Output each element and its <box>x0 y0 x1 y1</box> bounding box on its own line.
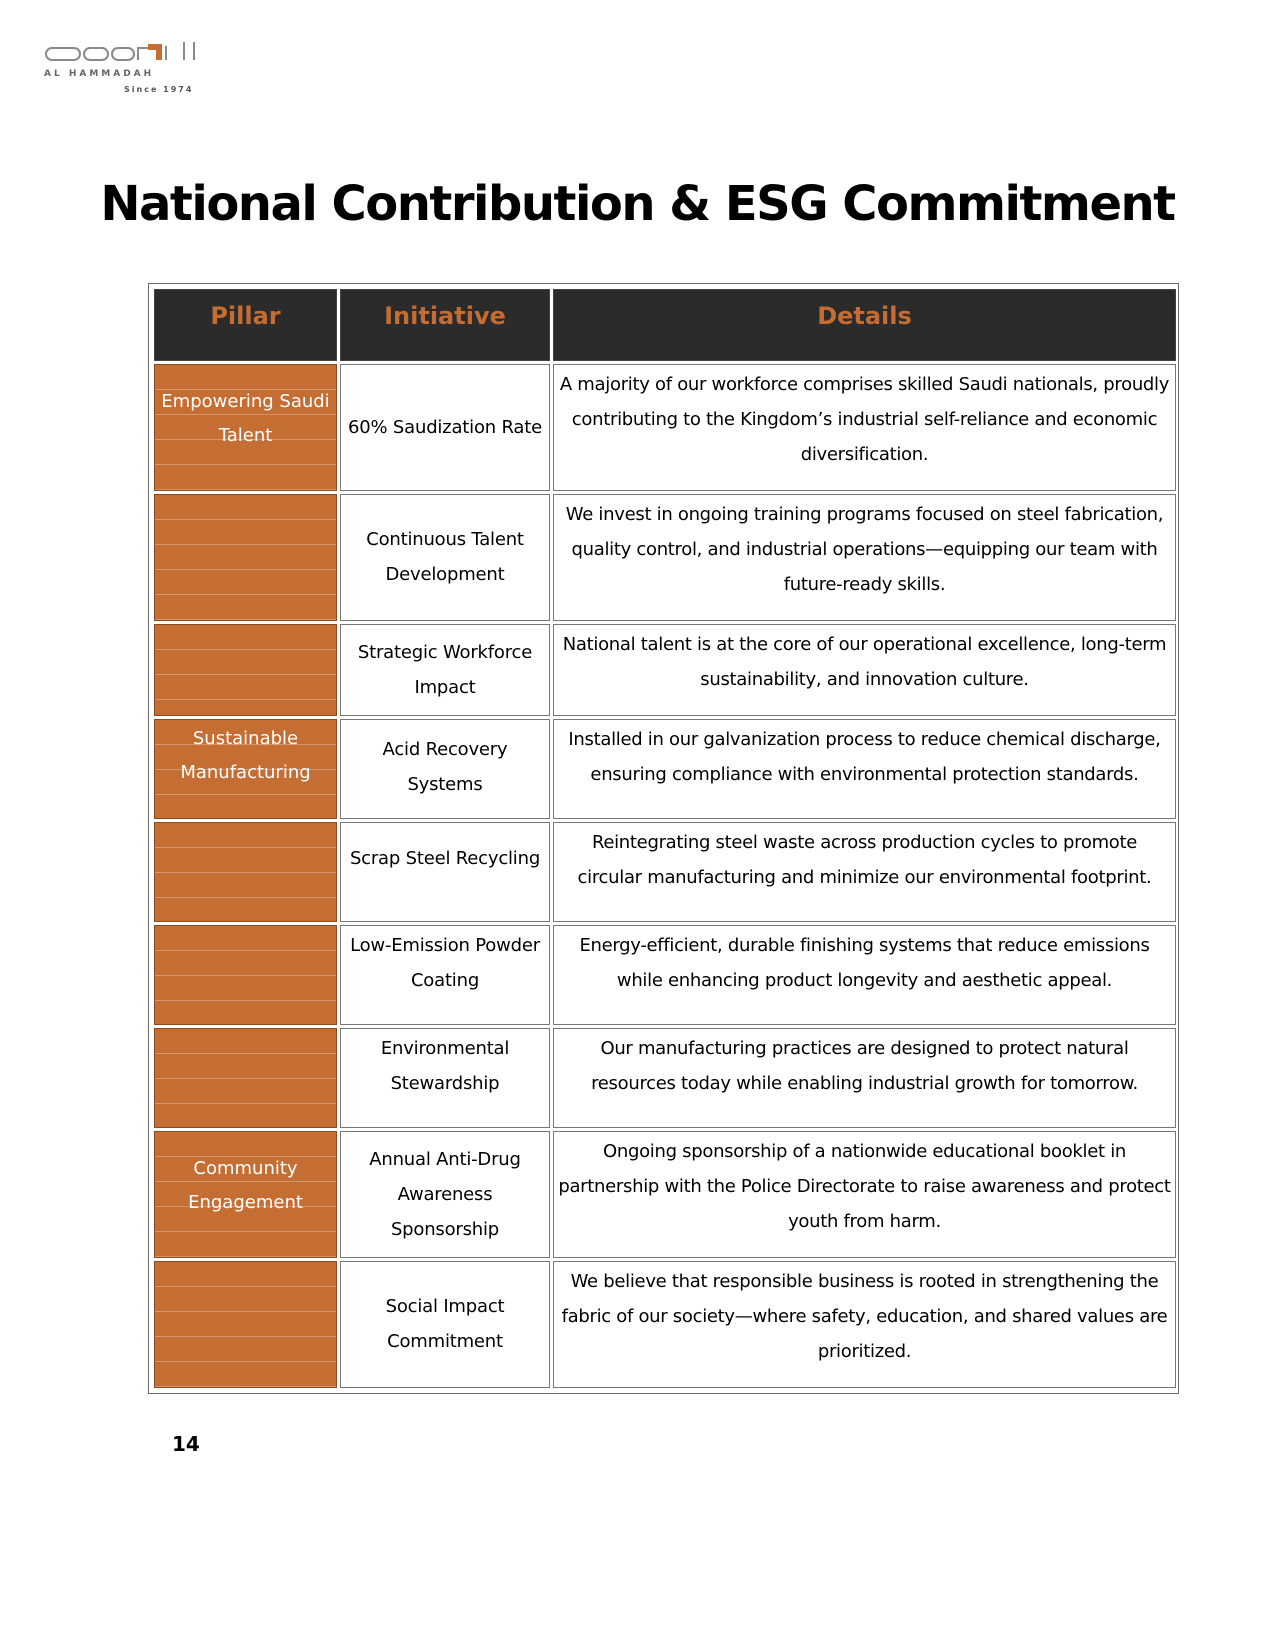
details-cell: We invest in ongoing training programs focused on steel fabrication, quality control, and industrial operations—equipping our team with future-ready skills. <box>553 494 1176 621</box>
table-row <box>154 1131 1176 1258</box>
initiative-cell: Continuous Talent Development <box>340 494 550 621</box>
details-cell: Ongoing sponsorship of a nationwide educational booklet in partnership with the Police Directorate to raise awareness and protect youth from harm. <box>553 1131 1176 1258</box>
initiative-cell: Social Impact Commitment <box>340 1261 550 1388</box>
logo-wordmark: AL HAMMADAH <box>44 69 155 79</box>
pillar-cell <box>154 1261 337 1388</box>
esg-table-container <box>148 283 1179 1394</box>
table-row <box>154 822 1176 922</box>
table-row <box>154 925 1176 1025</box>
page-number: 14 <box>172 1432 200 1456</box>
table-row <box>154 719 1176 819</box>
details-cell: A majority of our workforce comprises skilled Saudi nationals, proudly contributing to the Kingdom’s industrial self-reliance and economic diversification. <box>553 364 1176 491</box>
table-row <box>154 364 1176 491</box>
logo-tagline: Since 1974 <box>124 85 194 94</box>
table-row <box>154 1028 1176 1128</box>
table-row <box>154 624 1176 717</box>
pillar-cell: Community Engagement <box>154 1131 337 1258</box>
initiative-cell: Low-Emission Powder Coating <box>340 925 550 1025</box>
table-row <box>154 1261 1176 1388</box>
details-cell: We believe that responsible business is rooted in strengthening the fabric of our society—where safety, education, and shared values are prioritized. <box>553 1261 1176 1388</box>
pillar-cell: Sustainable Manufacturing <box>154 719 337 819</box>
esg-table <box>151 286 1179 1391</box>
column-header-details: Details <box>553 289 1176 361</box>
initiative-cell: Acid Recovery Systems <box>340 719 550 819</box>
logo-graphic <box>44 40 204 84</box>
details-cell: Energy-efficient, durable finishing systems that reduce emissions while enhancing product longevity and aesthetic appeal. <box>553 925 1176 1025</box>
table-header-row <box>154 289 1176 361</box>
details-cell: Our manufacturing practices are designed to protect natural resources today while enabling industrial growth for tomorrow. <box>553 1028 1176 1128</box>
initiative-cell: Environmental Stewardship <box>340 1028 550 1128</box>
column-header-pillar: Pillar <box>154 289 337 361</box>
initiative-cell: Strategic Workforce Impact <box>340 624 550 717</box>
column-header-initiative: Initiative <box>340 289 550 361</box>
initiative-cell: Annual Anti-Drug Awareness Sponsorship <box>340 1131 550 1258</box>
details-cell: Reintegrating steel waste across production cycles to promote circular manufacturing and minimize our environmental footprint. <box>553 822 1176 922</box>
details-cell: National talent is at the core of our operational excellence, long-term sustainability, and innovation culture. <box>553 624 1176 717</box>
pillar-cell <box>154 494 337 621</box>
initiative-cell: 60% Saudization Rate <box>340 364 550 491</box>
company-logo <box>44 40 204 100</box>
pillar-cell: Empowering Saudi Talent <box>154 364 337 491</box>
page-title: National Contribution & ESG Commitment <box>100 176 1175 232</box>
pillar-cell <box>154 925 337 1025</box>
pillar-cell <box>154 624 337 717</box>
pillar-cell <box>154 1028 337 1128</box>
table-row <box>154 494 1176 621</box>
details-cell: Installed in our galvanization process to reduce chemical discharge, ensuring compliance with environmental protection standards. <box>553 719 1176 819</box>
pillar-cell <box>154 822 337 922</box>
initiative-cell: Scrap Steel Recycling <box>340 822 550 922</box>
